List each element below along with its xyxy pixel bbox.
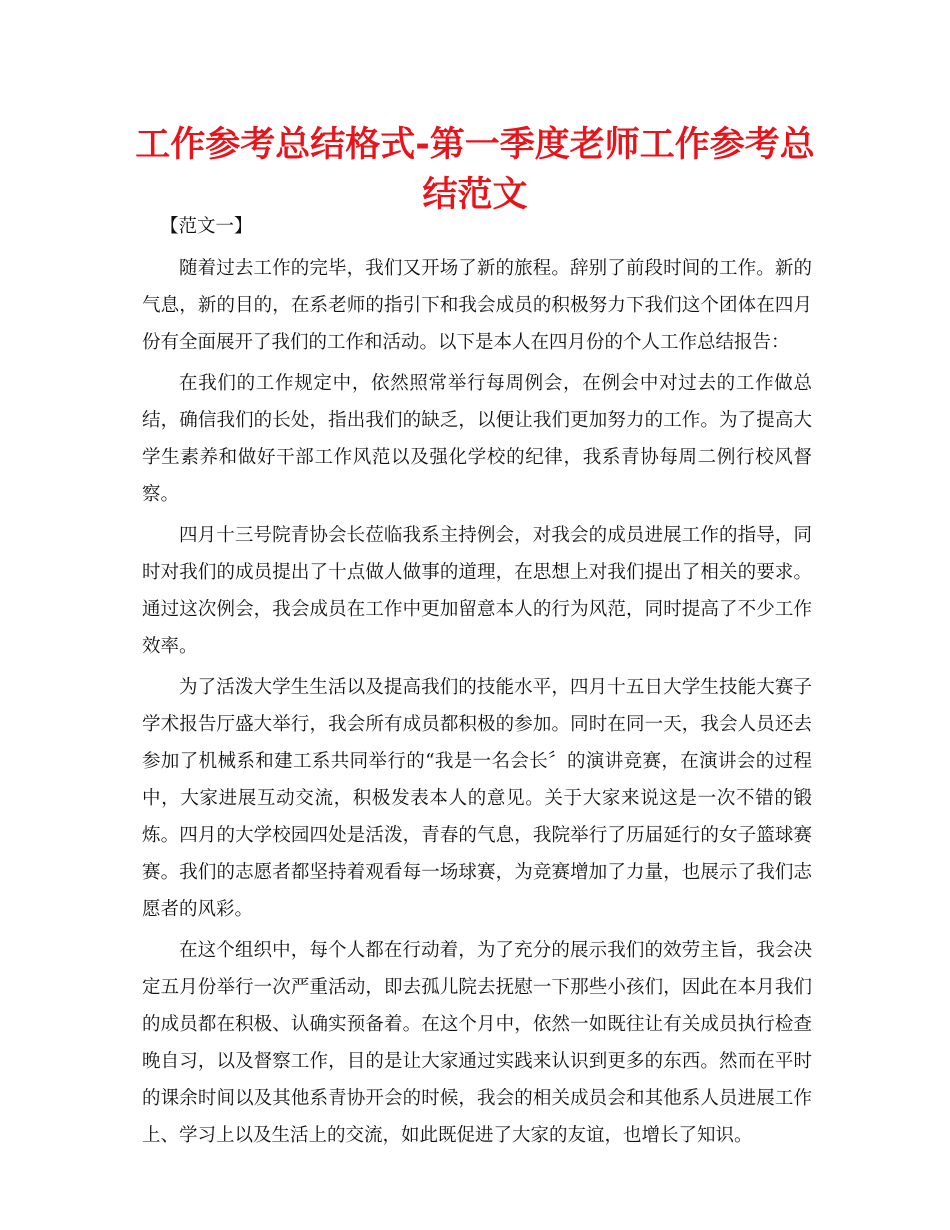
paragraph-4: 为了活泼大学生生活以及提高我们的技能水平，四月十五日大学生技能大赛子学术报告厅盛大举行，我会所有成员都积极的参加。同时在同一天，我会人员还去参加了机械系和建工系共同举行的“我是一名会长〞的演讲竞赛，在演讲会的过程中，大家进展互动交流，积极发表本人的意见。关于大家来说这是一次不错的锻炼。四月的大学校园四处是活泼，青春的气息，我院举行了历届延行的女子篮球赛赛。我们的志愿者都坚持着观看每一场球赛，为竞赛增加了力量，也展示了我们志愿者的风彩。 [142,677,812,920]
paragraph-5: 在这个组织中，每个人都在行动着，为了充分的展示我们的效劳主旨，我会决定五月份举行一次严重活动，即去孤儿院去抚慰一下那些小孩们，因此在本月我们的成员都在积极、认确实预备着。在这个月中，依然一如既往让有关成员执行检查晚自习，以及督察工作，目的是让大家通过实践来认识到更多的东西。然而在平时的课余时间以及其他系青协开会的时候，我会的相关成员会和其他系人员进展工作上、学习上以及生活上的交流，如此既促进了大家的友谊，也增长了知识。 [142,940,812,1146]
document-title: 工作参考总结格式-第一季度老师工作参考总结范文 [135,125,815,215]
paragraph-2: 在我们的工作规定中，依然照常举行每周例会，在例会中对过去的工作做总结，确信我们的长处，指出我们的缺乏，以便让我们更加努力的工作。为了提高大学生素养和做好干部工作风范以及强化学校的纪律，我系青协每周二例行校风督察。 [142,373,812,505]
paragraph-3: 四月十三号院青协会长莅临我系主持例会，对我会的成员进展工作的指导，同时对我们的成员提出了十点做人做事的道理，在思想上对我们提出了相关的要求。通过这次例会，我会成员在工作中更加留意本人的行为风范，同时提高了不少工作效率。 [142,525,812,657]
document-body [142,212,812,1158]
paragraph-1: 随着过去工作的完毕，我们又开场了新的旅程。辞别了前段时间的工作。新的气息，新的目的，在系老师的指引下和我会成员的积极努力下我们这个团体在四月份有全面展开了我们的工作和活动。以下是本人在四月份的个人工作总结报告： [142,258,812,353]
section-label: 【范文一】 [160,216,253,237]
